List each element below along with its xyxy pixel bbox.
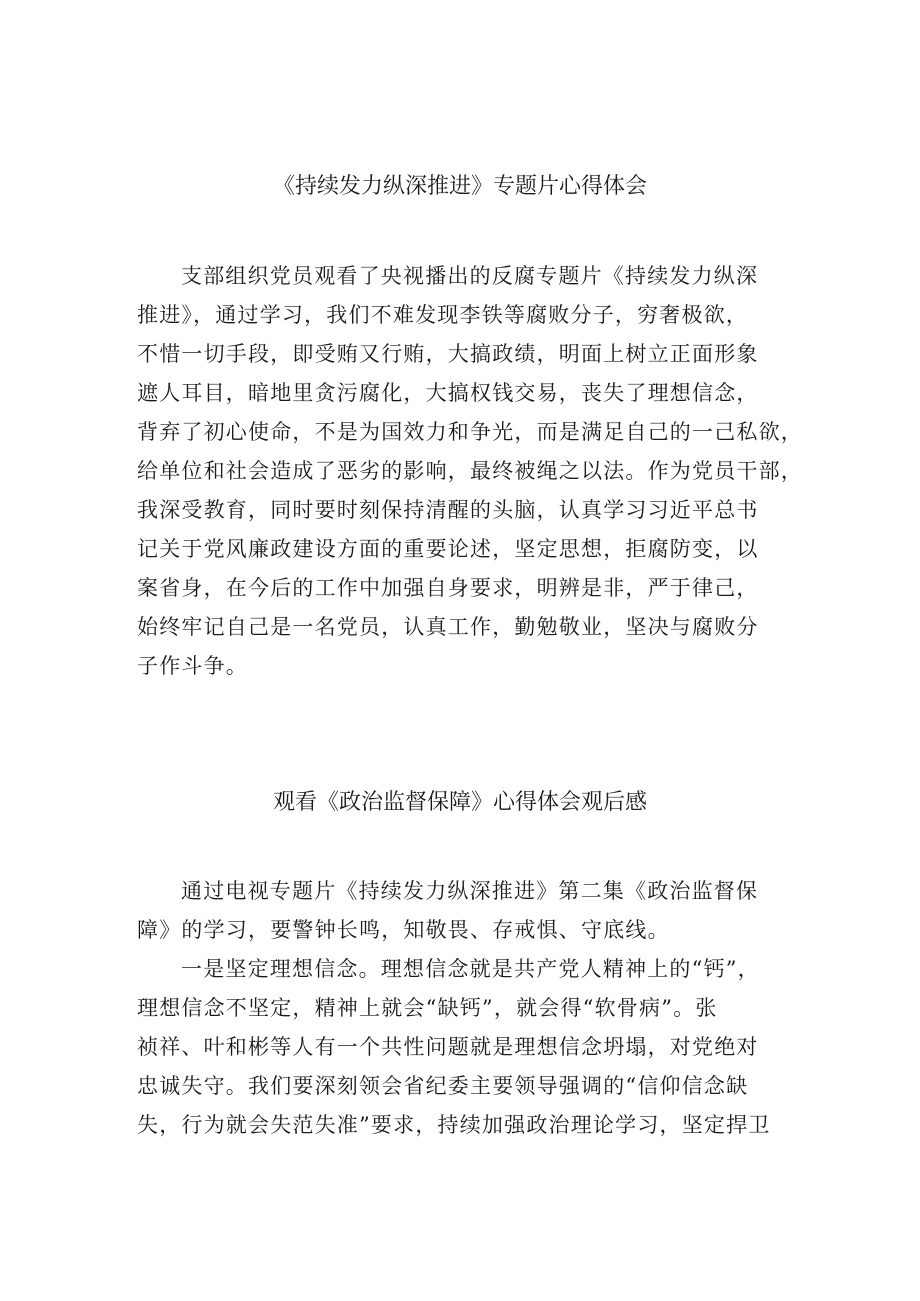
article-2-paragraph-2 <box>137 950 797 1145</box>
text-line: 始终牢记自己是一名党员，认真工作，勤勉敬业，坚决与腐败分 <box>137 615 759 639</box>
text-line: 记关于党风廉政建设方面的重要论述，坚定思想，拒腐防变，以 <box>137 537 759 561</box>
text-line: 一是坚定理想信念。理想信念就是共产党人精神上的“钙”， <box>181 957 760 981</box>
text-line: 案省身，在今后的工作中加强自身要求，明辨是非，严于律己， <box>137 576 759 600</box>
article-2-paragraph-1 <box>137 872 797 950</box>
text-line: 推进》，通过学习，我们不难发现李铁等腐败分子，穷奢极欲， <box>137 303 749 327</box>
article-title-1: 《持续发力纵深推进》专题片心得体会 <box>272 174 647 199</box>
text-line: 失，行为就会失范失准”要求，持续加强政治理论学习，坚定捍卫 <box>137 1113 771 1137</box>
text-line: 通过电视专题片《持续发力纵深推进》第二集《政治监督保 <box>181 879 759 903</box>
article-1-paragraph <box>137 257 803 686</box>
text-line: 子作斗争。 <box>137 654 248 678</box>
text-line: 障》的学习，要警钟长鸣，知敬畏、存戒惧、守底线。 <box>137 918 670 942</box>
text-line: 背弃了初心使命，不是为国效力和争光，而是满足自己的一己私欲， <box>137 420 803 444</box>
text-line: 我深受教育，同时要时刻保持清醒的头脑，认真学习习近平总书 <box>137 498 759 522</box>
text-line: 不惜一切手段，即受贿又行贿，大搞政绩，明面上树立正面形象 <box>137 342 759 366</box>
article-title-2: 观看《政治监督保障》心得体会观后感 <box>272 790 647 815</box>
text-line: 遮人耳目，暗地里贪污腐化，大搞权钱交易，丧失了理想信念， <box>137 381 759 405</box>
text-line: 忠诚失守。我们要深刻领会省纪委主要领导强调的“信仰信念缺 <box>137 1074 749 1098</box>
text-line: 给单位和社会造成了恶劣的影响，最终被绳之以法。作为党员干部， <box>137 459 803 483</box>
text-line: 理想信念不坚定，精神上就会“缺钙”，就会得“软骨病”。张 <box>137 996 718 1020</box>
text-line: 支部组织党员观看了央视播出的反腐专题片《持续发力纵深 <box>181 264 759 288</box>
text-line: 祯祥、叶和彬等人有一个共性问题就是理想信念坍塌，对党绝对 <box>137 1035 759 1059</box>
